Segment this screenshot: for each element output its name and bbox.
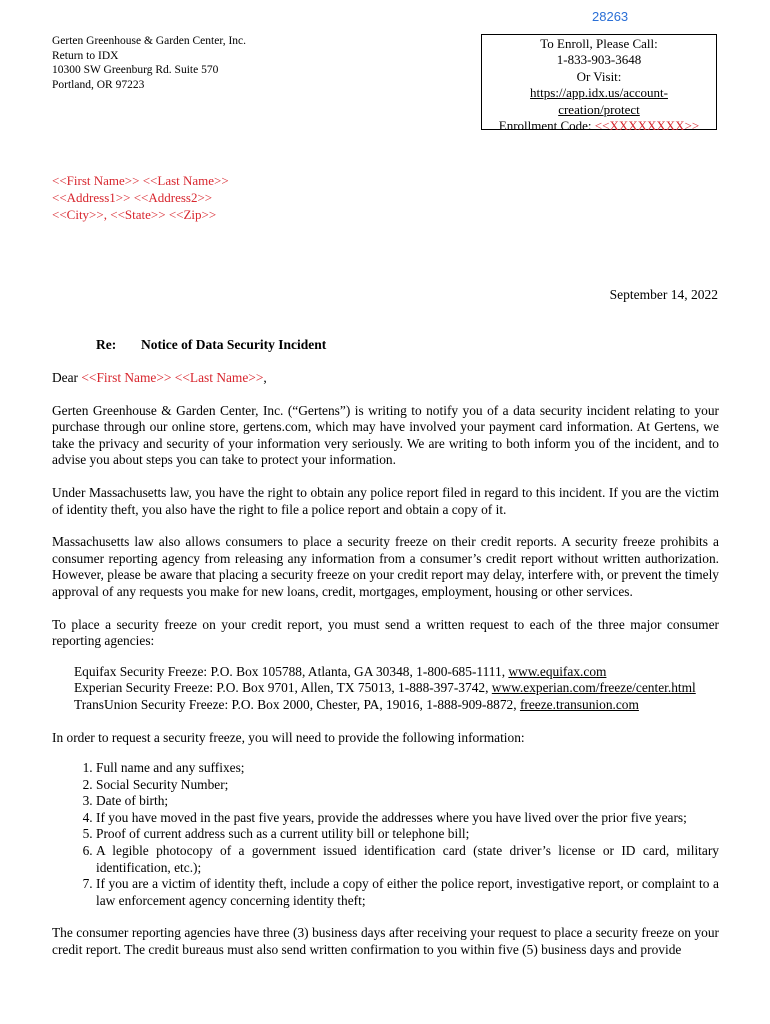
bureau-transunion-text: TransUnion Security Freeze: P.O. Box 2000, Chester, PA, 19016, 1-888-909-8872, <box>74 696 520 712</box>
bureau-list <box>74 664 719 714</box>
bureau-experian <box>74 680 719 697</box>
enrollment-code <box>482 118 716 134</box>
list-item: 4. If you have moved in the past five years, provide the addresses where you have lived over the prior five years; <box>96 810 719 827</box>
enroll-url-link-continued[interactable]: creation/protect <box>558 101 640 117</box>
document-number: 28263 <box>592 9 629 24</box>
return-address-line: 10300 SW Greenburg Rd. Suite 570 <box>52 64 219 76</box>
list-item: 5. Proof of current address such as a current utility bill or telephone bill; <box>96 826 719 843</box>
salutation-comma: , <box>263 370 267 385</box>
salutation-name: <<First Name>> <<Last Name>> <box>81 370 264 385</box>
enroll-call-label: To Enroll, Please Call: <box>540 36 658 51</box>
letter-date: September 14, 2022 <box>609 287 718 302</box>
bureau-equifax <box>74 664 719 681</box>
recipient-address1: <<Address1>> <box>52 190 131 205</box>
subject-line <box>96 337 326 353</box>
enrollment-box <box>481 34 717 134</box>
paragraph-security-freeze: Massachusetts law also allows consumers to place a security freeze on their credit reports. A security freeze prohibits a consumer reporting agency from releasing any information from a consumer’s credit report without written authorization. However, please be aware that placing a security freeze on your credit report may delay, interfere with, or prevent the timely approval of any requests you make for new loans, credit, mortgages, employment, housing or other services. <box>52 534 719 599</box>
bureau-equifax-link[interactable]: www.equifax.com <box>508 663 607 679</box>
return-address-line: Gerten Greenhouse & Garden Center, Inc. <box>52 35 247 47</box>
list-item: 7. If you are a victim of identity theft, include a copy of either the police report, investigative report, or complaint to a law enforcement agency concerning identity theft; <box>96 876 719 909</box>
bureau-transunion <box>74 697 719 714</box>
recipient-state: <<State>> <box>110 207 166 222</box>
requirements-list <box>52 760 719 909</box>
list-item: 1. Full name and any suffixes; <box>96 760 719 777</box>
paragraph-police-report: Under Massachusetts law, you have the right to obtain any police report filed in regard to this incident. If you are the victim of identity theft, you also have the right to file a police report and obtain a copy of it. <box>52 484 719 517</box>
letter-body <box>52 370 719 975</box>
paragraph-freeze-request: To place a security freeze on your credit report, you must send a written request to each of the three major consumer reporting agencies: <box>52 616 719 649</box>
recipient-city: <<City>> <box>52 207 104 222</box>
enroll-url-link[interactable]: https://app.idx.us/account- <box>530 85 668 101</box>
bureau-equifax-text: Equifax Security Freeze: P.O. Box 105788, Atlanta, GA 30348, 1-800-685-1111, <box>74 663 509 679</box>
recipient-last-name: <<Last Name>> <box>142 173 229 188</box>
subject-label: Re: <box>96 337 117 352</box>
enroll-visit-label: Or Visit: <box>576 68 622 84</box>
salutation <box>52 370 719 387</box>
enroll-phone: 1-833-903-3648 <box>556 52 642 68</box>
bureau-experian-link[interactable]: www.experian.com/freeze/center.html <box>491 680 696 696</box>
list-item: 6. A legible photocopy of a government issued identification card (state driver’s license or ID card, military identification, etc.); <box>96 843 719 876</box>
paragraph-intro: Gerten Greenhouse & Garden Center, Inc. (“Gertens”) is writing to notify you of a data security incident relating to your purchase through our online store, gertens.com, which may have involved your payment card information. At Gertens, we take the privacy and security of your information very seriously. We are writing to both inform you of the incident, and to advise you about steps you can take to protect your information. <box>52 402 719 468</box>
return-address <box>52 34 246 92</box>
return-address-line: Return to IDX <box>52 49 119 62</box>
bureau-transunion-link[interactable]: freeze.transunion.com <box>519 696 639 712</box>
paragraph-requirements-intro: In order to request a security freeze, you will need to provide the following information: <box>52 729 525 745</box>
recipient-address: <<First Name>> <<Last Name>> <<Address1>> <<Address2>> <<City>>, <<State>> <<Zip>> <box>52 173 229 222</box>
paragraph-agency-timeline: The consumer reporting agencies have three (3) business days after receiving your request to place a security freeze on your credit report. The credit bureaus must also send written confirmation to you within five (5) business days and provide <box>52 925 719 958</box>
list-item: 2. Social Security Number; <box>96 777 719 794</box>
subject-text: Notice of Data Security Incident <box>141 337 327 352</box>
return-address-line: Portland, OR 97223 <box>52 78 145 91</box>
recipient-first-name: <<First Name>> <box>52 173 140 188</box>
salutation-dear: Dear <box>52 370 82 385</box>
enrollment-code-label: Enrollment Code: <box>498 118 595 134</box>
enrollment-code-value: <<XXXXXXXX>> <box>594 118 700 134</box>
bureau-experian-text: Experian Security Freeze: P.O. Box 9701, Allen, TX 75013, 1-888-397-3742, <box>74 680 492 696</box>
list-item: 3. Date of birth; <box>96 793 719 810</box>
recipient-zip: <<Zip>> <box>168 207 217 222</box>
recipient-address2: <<Address2>> <box>133 190 213 205</box>
